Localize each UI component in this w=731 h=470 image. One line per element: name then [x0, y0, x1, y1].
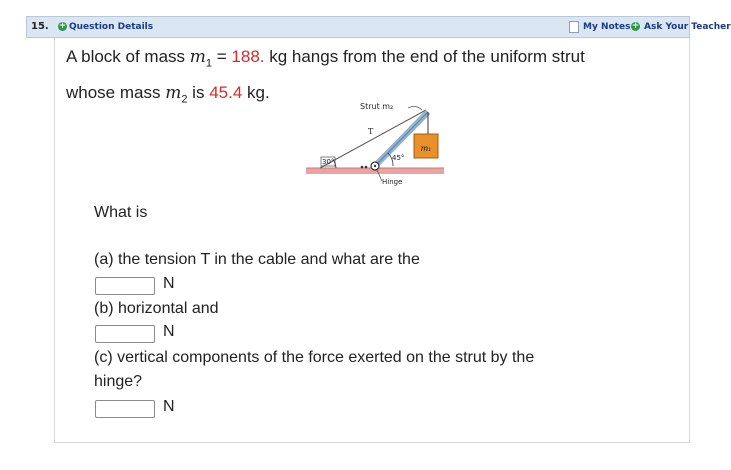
problem-line-2: whose mass $m_2$ is 45.4 kg.	[66, 83, 270, 106]
my-notes-link[interactable]: My Notes	[583, 22, 631, 32]
what-is-label: What is	[94, 204, 148, 221]
strut-diagram	[300, 100, 450, 192]
answer-b-input[interactable]	[95, 325, 155, 343]
hinge-label: Hinge	[382, 178, 403, 186]
part-a-text: (a) the tension T in the cable and what are the	[94, 251, 420, 268]
block-label: m₁	[420, 144, 432, 153]
part-c-text-2: hinge?	[94, 373, 143, 390]
m2-value: 45.4	[209, 83, 243, 103]
m1-value: 188.	[231, 47, 265, 66]
part-c-text-1: (c) vertical components of the force exerted on the strut by the	[94, 349, 535, 366]
question-details-link[interactable]: Question Details	[69, 22, 154, 32]
question-header-bar	[26, 16, 731, 38]
part-b-text: (b) horizontal and	[94, 300, 219, 317]
strut-label: Strut m₂	[360, 102, 394, 111]
ask-teacher-plus-icon[interactable]: +	[631, 21, 640, 31]
unit-a: N	[163, 275, 175, 292]
question-number: 15.	[31, 21, 49, 32]
ask-teacher-link[interactable]: Ask Your Teacher	[644, 22, 731, 32]
expand-plus-icon[interactable]: +	[58, 21, 67, 31]
answer-c-input[interactable]	[95, 400, 155, 418]
unit-b: N	[163, 323, 175, 340]
problem-line-1: A block of mass $m_1 = 188$. kg hangs from the end of the uniform strut	[66, 47, 585, 70]
angle-45-label: 45°	[392, 154, 405, 162]
unit-c: N	[163, 398, 175, 415]
angle-30-label: 30°	[322, 158, 335, 166]
notes-icon[interactable]	[569, 21, 579, 33]
cable	[320, 110, 426, 168]
answer-a-input[interactable]	[95, 277, 155, 295]
tension-label: T	[368, 127, 374, 136]
